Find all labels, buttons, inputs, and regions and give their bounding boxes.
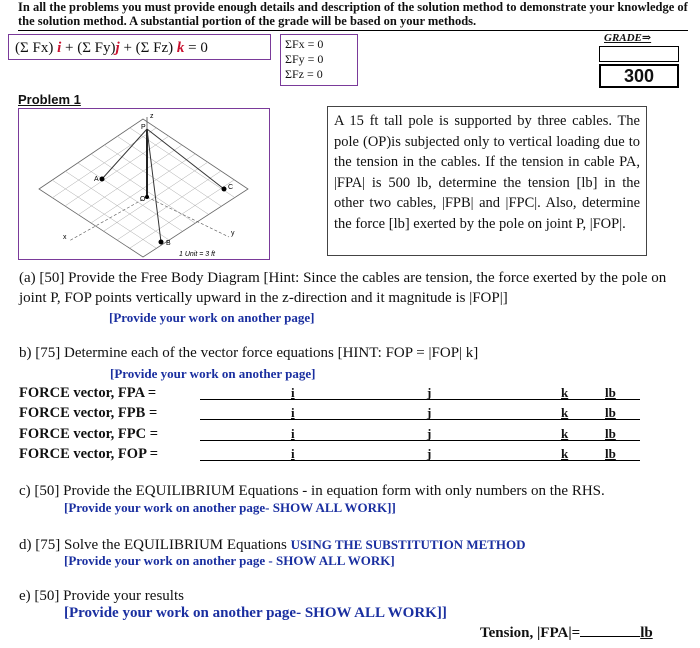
label-z: z [150,113,154,120]
figure-svg [19,109,268,258]
equilibrium-vector-equation: (Σ Fx) i + (Σ Fy)j + (Σ Fz) k = 0 [8,34,271,60]
tension-unit: lb [640,625,653,641]
point-c [222,187,227,192]
part-e-note: [Provide your work on another page- SHOW ALL WORK]] [64,605,447,621]
unit-lb: lb [605,446,616,461]
force-label: FORCE vector, FPA = [19,385,157,401]
point-a [100,177,105,182]
label-p: P [141,124,146,131]
pole-cable-figure [18,108,270,260]
part-c-text: c) [50] Provide the EQUILIBRIUM Equations - in equation form with only numbers on the RHS. [19,483,605,499]
part-a [19,268,689,328]
part-e-text: e) [50] Provide your results [19,588,184,604]
part-a-text: (a) [50] Provide the Free Body Diagram [Hint: Since the cables are tension, the force exerted by the pole on joint P, FOP points vertically upward in the z-direction and it magnitude is |FOP|] [19,270,667,306]
tension-answer [480,625,653,642]
force-label: FORCE vector, FPB = [19,405,158,421]
tension-blank[interactable] [580,636,640,637]
scalar-equilibrium-equations [280,34,358,86]
part-b-text: b) [75] Determine each of the vector force equations [HINT: FOP = |FOP| k] [19,345,479,361]
part-c-note: [Provide your work on another page- SHOW ALL WORK]] [64,500,396,515]
problem-description: A 15 ft tall pole is supported by three cables. The pole (OP)is subjected only to vertical loading due to the tension in the cables. If the tension in cable PA, |FPA| is 500 lb, determine the tension [lb] in the other two cables, |FPB| and |FPC|. Also, determine the force [lb] exerted by the pole on joint P, |FOP|. [327,106,647,256]
grid-plane [39,119,248,257]
point-b [159,240,164,245]
cable-pa [102,129,147,179]
cable-pc [147,129,224,189]
force-row-fpb [19,405,659,425]
part-b-note: [Provide your work on another page] [110,366,316,381]
answer-line[interactable] [200,440,640,441]
unit-k: k [561,405,569,420]
part-d-note: [Provide your work on another page - SHOW ALL WORK] [64,553,395,568]
problem-title: Problem 1 [18,92,81,107]
point-o [145,195,149,199]
sum-fx: ΣFx = 0 [285,37,324,51]
sum-fz: ΣFz = 0 [285,67,323,81]
unit-i: i [291,446,295,461]
unit-k: k [561,385,569,400]
part-d [19,537,526,554]
unit-j: j [427,405,432,420]
label-x: x [63,234,67,241]
label-y: y [231,230,235,237]
force-row-fop [19,446,659,466]
sum-fy: ΣFy = 0 [285,52,324,66]
unit-lb: lb [605,385,616,400]
instructions-header: In all the problems you must provide enough details and description of the solution method to demonstrate your knowledge of the solution method. A substantial portion of the grade will be based on your methods. [18,0,688,31]
tension-label: Tension, |FPA|= [480,625,581,641]
label-b: B [166,240,171,247]
label-c: C [228,184,234,191]
label-a: A [94,176,99,183]
force-label: FORCE vector, FOP = [19,446,159,462]
label-o: O [140,196,146,203]
unit-lb: lb [605,405,616,420]
part-d-text: d) [75] Solve the EQUILIBRIUM Equations [19,537,287,553]
answer-line[interactable] [200,460,640,461]
unit-j: j [427,426,432,441]
answer-line[interactable] [200,399,640,400]
unit-i: i [291,405,295,420]
unit-i: i [291,426,295,441]
unit-j: j [427,446,432,461]
force-label: FORCE vector, FPC = [19,426,159,442]
unit-label: 1 Unit = 3 ft [179,251,215,258]
part-d-method: USING THE SUBSTITUTION METHOD [290,537,526,552]
unit-k: k [561,426,569,441]
unit-i: i [291,385,295,400]
force-row-fpa [19,385,659,405]
unit-lb: lb [605,426,616,441]
unit-k: k [561,446,569,461]
answer-line[interactable] [200,419,640,420]
grade-input-box[interactable] [599,46,679,62]
part-a-note: [Provide your work on another page] [109,310,315,325]
force-row-fpc [19,426,659,446]
unit-j: j [427,385,432,400]
grade-label: GRADE⇒ [604,32,652,44]
grade-score: 300 [599,64,679,88]
